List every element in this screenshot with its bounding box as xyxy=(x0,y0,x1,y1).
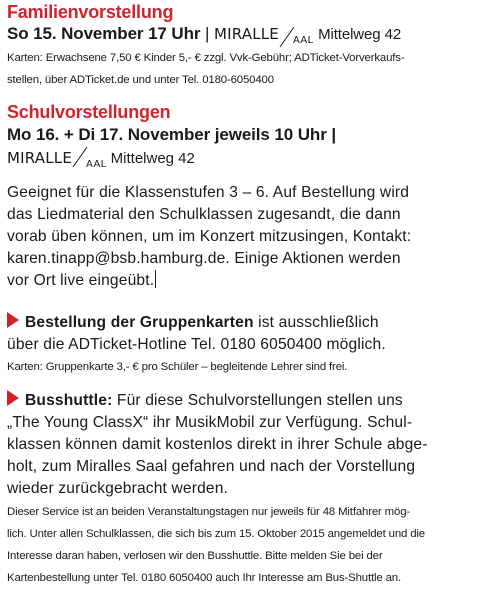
group-tickets-rest: ist ausschließlich xyxy=(253,314,379,331)
miralles-saal-logo-2: MIRALLE $_{AAL}$ xyxy=(7,149,107,170)
school-para-line-5-wrap xyxy=(7,270,156,292)
shuttle-line-4: holt, zum Miralles Saal gefahren und nach der Vorstellung xyxy=(7,458,416,475)
shuttle-small-4: Kartenbestellung unter Tel. 0180 6050400 auch Ihr Interesse am Bus-Shuttle an. xyxy=(7,572,401,584)
shuttle-line-2: „The Young ClassX“ ihr MusikMobil zur Verfügung. Schul- xyxy=(7,414,413,431)
shuttle-small-1: Dieser Service ist an beiden Veranstaltungstagen nur jeweils für 48 Mitfahrer mög- xyxy=(7,506,411,518)
shuttle-line-3: klassen können damit kostenlos direkt in ihrer Schule abge- xyxy=(7,436,428,453)
family-address: Mittelweg 42 xyxy=(318,26,402,43)
red-arrow-icon-2 xyxy=(7,390,19,406)
logo-slash-icon xyxy=(279,27,293,47)
family-tickets-line-2: stellen, über ADTicket.de und unter Tel. 0180-6050400 xyxy=(7,74,274,86)
school-date: Mo 16. + Di 17. November jeweils 10 Uhr | xyxy=(7,125,336,144)
shuttle-small-2: lich. Unter allen Schulklassen, die sich bis zum 15. Oktober 2015 angemeldet und die xyxy=(7,528,425,540)
school-para-line-4: karen.tinapp@bsb.hamburg.de. Einige Aktionen werden xyxy=(7,250,401,267)
group-tickets-line-1 xyxy=(7,312,379,334)
text-cursor xyxy=(155,270,156,288)
school-para-line-1: Geeignet für die Klassenstufen 3 – 6. Auf Bestellung wird xyxy=(7,184,410,201)
logo-slash-icon xyxy=(72,147,86,167)
school-address: Mittelweg 42 xyxy=(110,150,195,167)
shuttle-line-5: wieder zurückgebracht werden. xyxy=(7,480,229,497)
family-tickets-line-1: Karten: Erwachsene 7,50 € Kinder 5,- € zzgl. Vvk-Gebühr; ADTicket-Vorverkaufs- xyxy=(7,52,405,64)
shuttle-line-1 xyxy=(7,390,403,412)
family-date-line: So 15. November 17 Uhr | MIRALLE $_{AAL}$ Mittelweg 42 xyxy=(7,24,402,46)
shuttle-bold: Busshuttle: xyxy=(25,392,113,409)
group-tickets-line-2: über die ADTicket-Hotline Tel. 0180 6050400 möglich. xyxy=(7,336,386,353)
miralles-saal-logo: MIRALLE $_{AAL}$ xyxy=(213,25,314,46)
family-date: So 15. November 17 Uhr xyxy=(7,24,201,43)
school-venue-line xyxy=(7,147,195,170)
school-para-line-3: vorab üben können, um im Konzert mitzusingen, Kontakt: xyxy=(7,228,412,245)
family-heading: Familienvorstellung xyxy=(7,2,174,22)
red-arrow-icon xyxy=(7,312,19,328)
school-para-line-5: vor Ort live eingeübt. xyxy=(7,272,155,289)
group-tickets-bold: Bestellung der Gruppenkarten xyxy=(25,314,254,331)
school-heading: Schulvorstellungen xyxy=(7,102,171,122)
shuttle-small-3: Interesse daran haben, verlosen wir den Busshuttle. Bitte melden Sie bei der xyxy=(7,550,383,562)
shuttle-line-1-rest: Für diese Schulvorstellungen stellen uns xyxy=(112,392,403,409)
group-tickets-small: Karten: Gruppenkarte 3,- € pro Schüler – begleitende Lehrer sind frei. xyxy=(7,361,348,373)
school-para-line-2: das Liedmaterial den Schulklassen zugesandt, die dann xyxy=(7,206,401,223)
